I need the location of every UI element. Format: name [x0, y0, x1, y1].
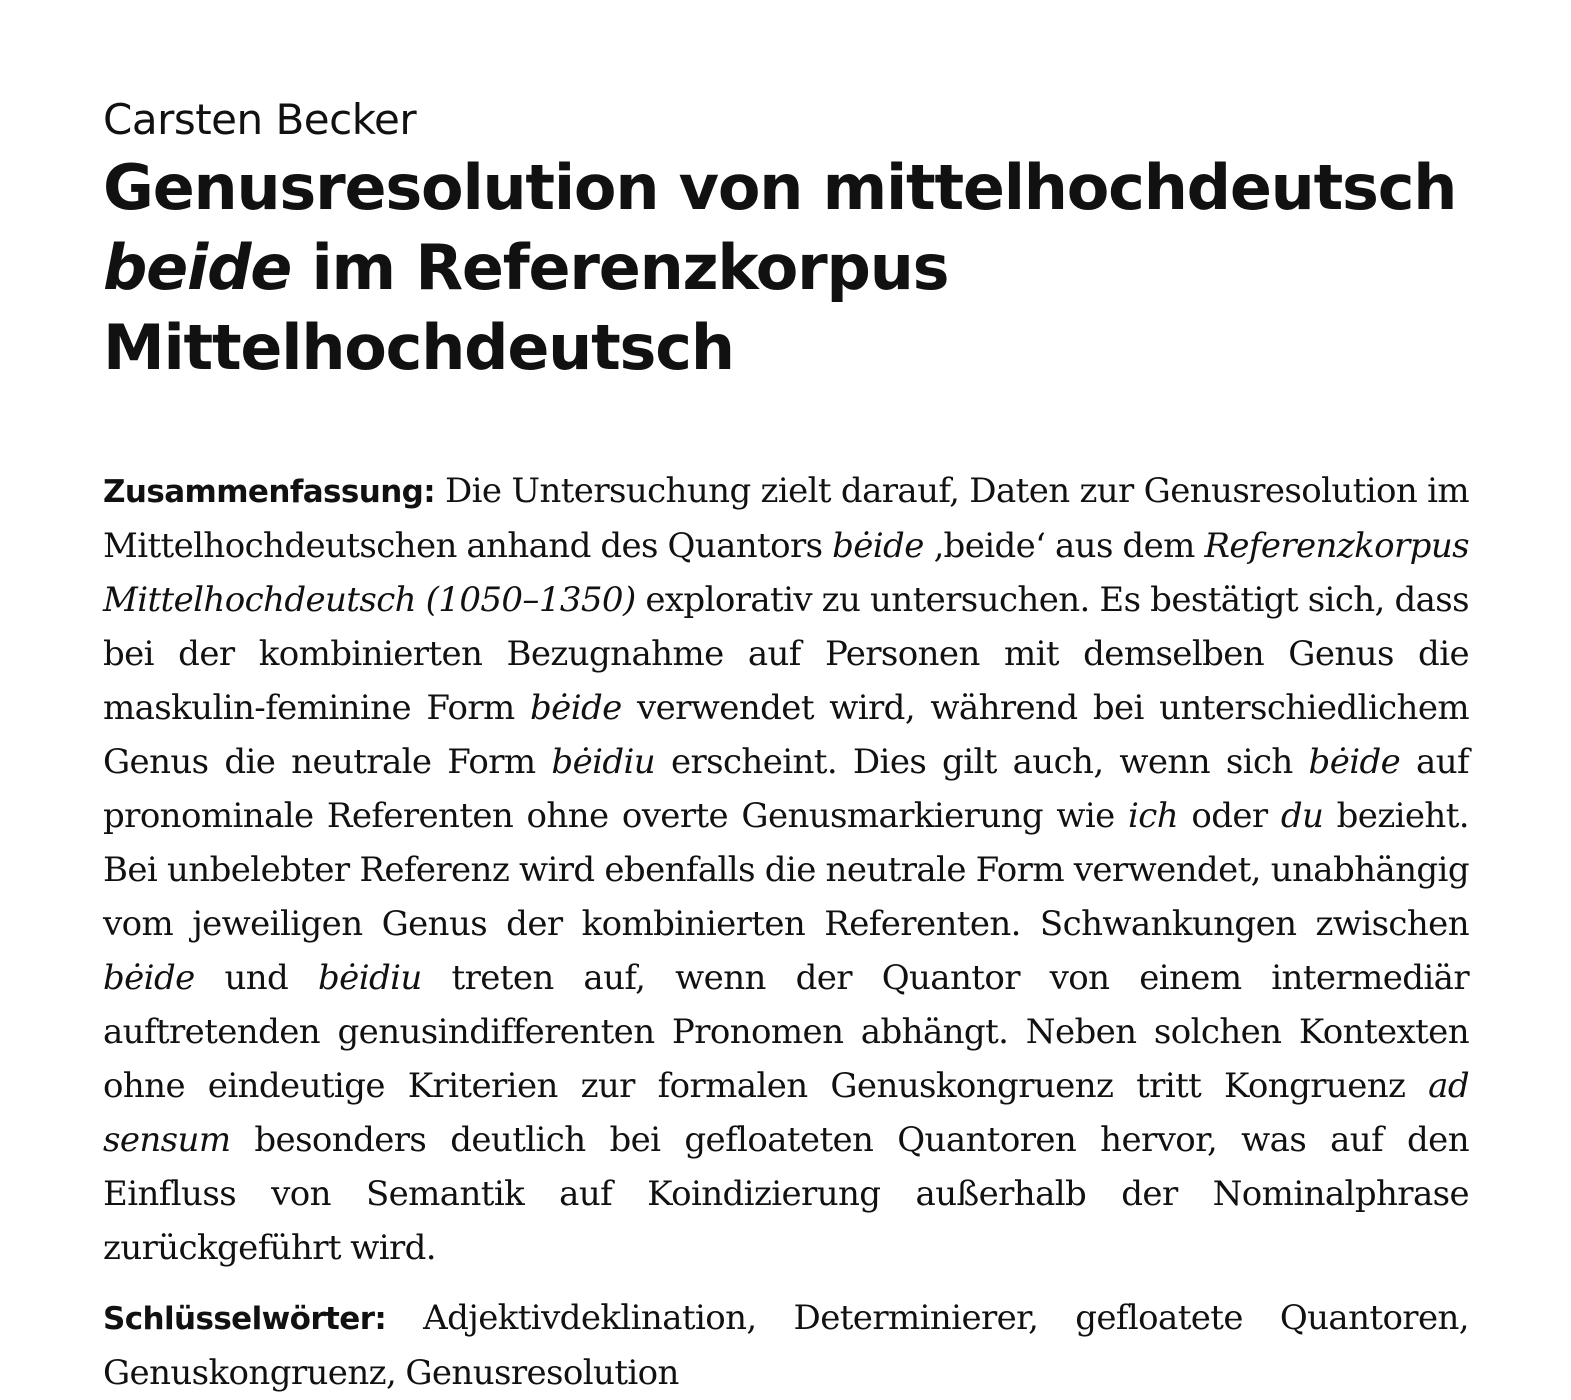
keywords-text: Adjektivdeklination, Determinierer, gefloatete Quantoren, Genuskongruenz, Genusresolution — [103, 1298, 1469, 1393]
abstract-text-run: erscheint. Dies gilt auch, wenn sich — [655, 742, 1309, 782]
abstract-text-run: und — [194, 958, 319, 998]
abstract-text-run: treten auf, wenn der Quantor von einem intermediär auftretenden genusindifferenten Pronomen abhängt. Neben solchen Kontexten ohne eindeutige Kriterien zur formalen Genuskongruenz tritt Kongruenz — [103, 958, 1469, 1106]
abstract-text-run: bezieht. Bei unbelebter Referenz wird ebenfalls die neutrale Form verwendet, unabhängig vom jeweiligen Genus der kombinierten Referenten. Schwankungen zwischen — [103, 796, 1470, 944]
abstract-text-run: besonders deutlich bei gefloateten Quantoren hervor, was auf den Einfluss von Semantik auf Koindizierung außerhalb der Nominalphrase zurückgeführt wird. — [103, 1120, 1469, 1268]
abstract-label: Zusammenfassung: — [103, 474, 436, 510]
keywords-paragraph — [103, 1291, 1469, 1400]
title-line-1: Genusresolution von mittelhochdeutsch — [103, 151, 1457, 224]
abstract-italic-term: ich — [1128, 796, 1179, 836]
abstract-body — [103, 471, 1469, 1268]
title-italic-word: beide — [103, 231, 292, 304]
abstract-italic-term: bėide — [1308, 742, 1401, 782]
abstract-italic-term: ad sensum — [103, 1066, 1469, 1160]
abstract-paragraph — [103, 464, 1469, 1275]
author-name: Carsten Becker — [103, 95, 417, 144]
abstract-text-run: verwendet wird, während bei unterschiedlichem Genus die neutrale Form — [103, 688, 1469, 782]
abstract-text-run: Die Untersuchung zielt darauf, Daten zur Genusresolution im Mittelhochdeutschen anhand des Quantors — [103, 471, 1469, 566]
abstract-text-run: oder — [1178, 796, 1281, 836]
paper-front-matter — [103, 92, 1469, 1400]
abstract-text-run: ‚beide‘ aus dem — [923, 526, 1205, 566]
abstract-italic-term: bėidiu — [551, 742, 656, 782]
abstract-italic-term: Referenzkorpus Mittelhochdeutsch (1050–1350) — [103, 526, 1469, 620]
abstract-italic-term: bėide — [832, 526, 924, 566]
abstract-italic-term: bėide — [103, 958, 195, 998]
abstract-text-run: auf pronominale Referenten ohne overte Genusmarkierung wie — [103, 742, 1469, 836]
abstract-italic-term: bėidiu — [318, 958, 422, 998]
title-line-2: im Referenzkorpus Mittelhochdeutsch — [103, 231, 949, 384]
abstract-italic-term: bėide — [530, 688, 622, 728]
abstract-text-run: explorativ zu untersuchen. Es bestätigt sich, dass bei der kombinierten Bezugnahme auf Personen mit demselben Genus die maskulin-feminine Form — [103, 580, 1469, 728]
abstract-italic-term: du — [1280, 796, 1324, 836]
keywords-label: Schlüsselwörter: — [103, 1301, 387, 1337]
paper-title — [103, 148, 1469, 388]
